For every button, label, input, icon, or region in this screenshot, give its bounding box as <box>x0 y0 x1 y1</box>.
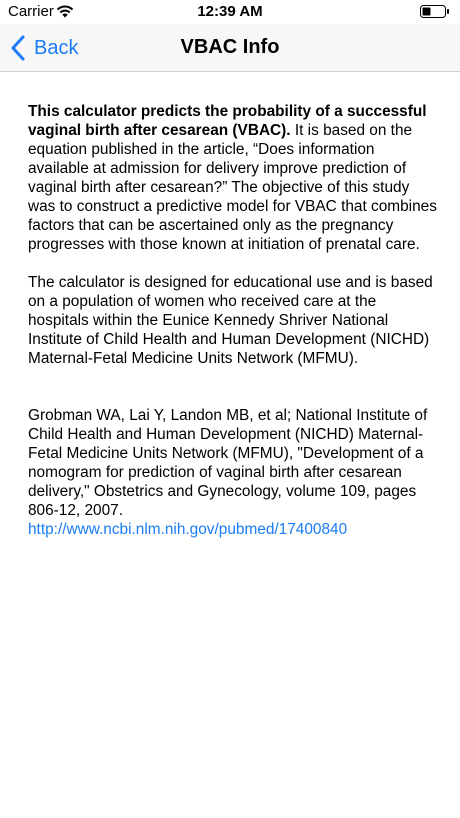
intro-paragraph <box>28 102 438 254</box>
intro-text: It is based on the equation published in the article, “Does information available at admission for delivery improve prediction of vaginal birth after cesarean?” The objective of this study was to construct a predictive model for VBAC that combines factors that can be ascertained only as the pregnancy progresses with those known at initiation of prenatal care. <box>28 122 437 253</box>
status-bar <box>0 0 460 24</box>
page-title: VBAC Info <box>180 36 280 58</box>
population-paragraph: The calculator is designed for educational use and is based on a population of women who received care at the hospitals within the Eunice Kennedy Shriver National Institute of Child Health and Human Development (NICHD) Maternal-Fetal Medicine Units Network (MFMU). <box>28 274 433 367</box>
intro-heading: This calculator predicts the probability of a successful vaginal birth after cesarean (VBAC). <box>28 103 427 139</box>
status-time: 12:39 AM <box>197 3 263 20</box>
citation-paragraph <box>28 406 438 539</box>
back-label: Back <box>34 36 79 59</box>
battery-icon <box>420 5 450 18</box>
carrier-label: Carrier <box>8 3 54 20</box>
pubmed-link[interactable]: http://www.ncbi.nlm.nih.gov/pubmed/17400840 <box>28 521 348 538</box>
navigation-bar <box>0 24 460 72</box>
info-content <box>28 102 438 539</box>
citation-text: Grobman WA, Lai Y, Landon MB, et al; National Institute of Child Health and Human Development (NICHD) Maternal-Fetal Medicine Units Network (MFMU), "Development of a nomogram for prediction of vaginal birth after cesarean delivery," Obstetrics and Gynecology, volume 109, pages 806-12, 2007. <box>28 407 428 519</box>
